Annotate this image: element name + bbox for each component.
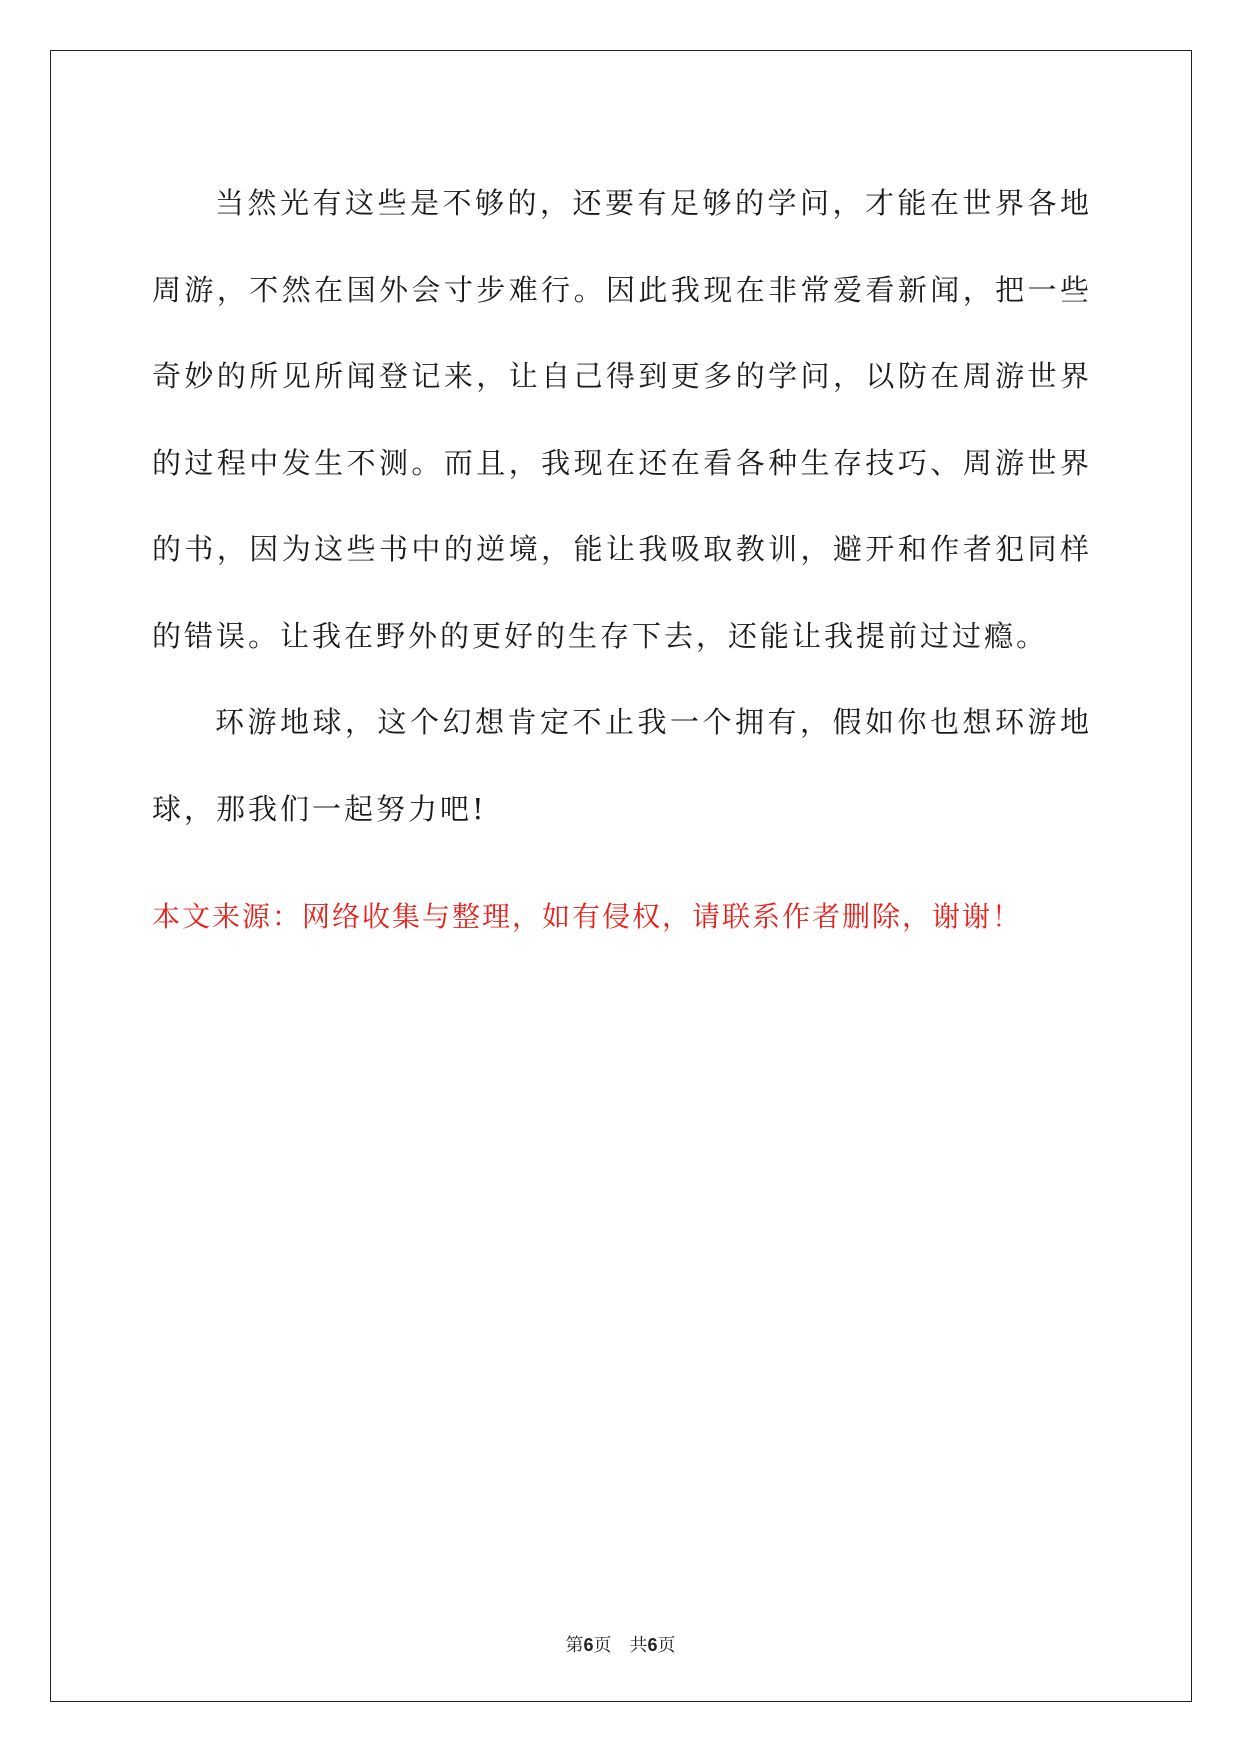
page-prefix: 第 xyxy=(565,1635,584,1656)
page-suffix: 页 xyxy=(593,1635,612,1656)
paragraph-1: 当然光有这些是不够的，还要有足够的学问，才能在世界各地周游，不然在国外会寸步难行。因此我现在非常爱看新闻，把一些奇妙的所见所闻登记来，让自己得到更多的学问，以防在周游世界的过程中发生不测。而且，我现在还在看各种生存技巧、周游世界的书，因为这些书中的逆境，能让我吸取教训，避开和作者犯同样的错误。让我在野外的更好的生存下去，还能让我提前过过瘾。 xyxy=(152,186,1092,653)
current-page-number: 6 xyxy=(583,1635,594,1655)
total-page-number: 6 xyxy=(647,1635,658,1655)
total-suffix: 页 xyxy=(657,1635,676,1656)
page-footer xyxy=(0,1633,1241,1658)
paragraph-2: 环游地球，这个幻想肯定不止我一个拥有，假如你也想环游地球，那我们一起努力吧! xyxy=(152,705,1092,826)
source-note: 本文来源：网络收集与整理，如有侵权，请联系作者删除，谢谢！ xyxy=(152,900,1023,933)
total-prefix: 共 xyxy=(629,1635,648,1656)
body-text xyxy=(152,160,1092,852)
